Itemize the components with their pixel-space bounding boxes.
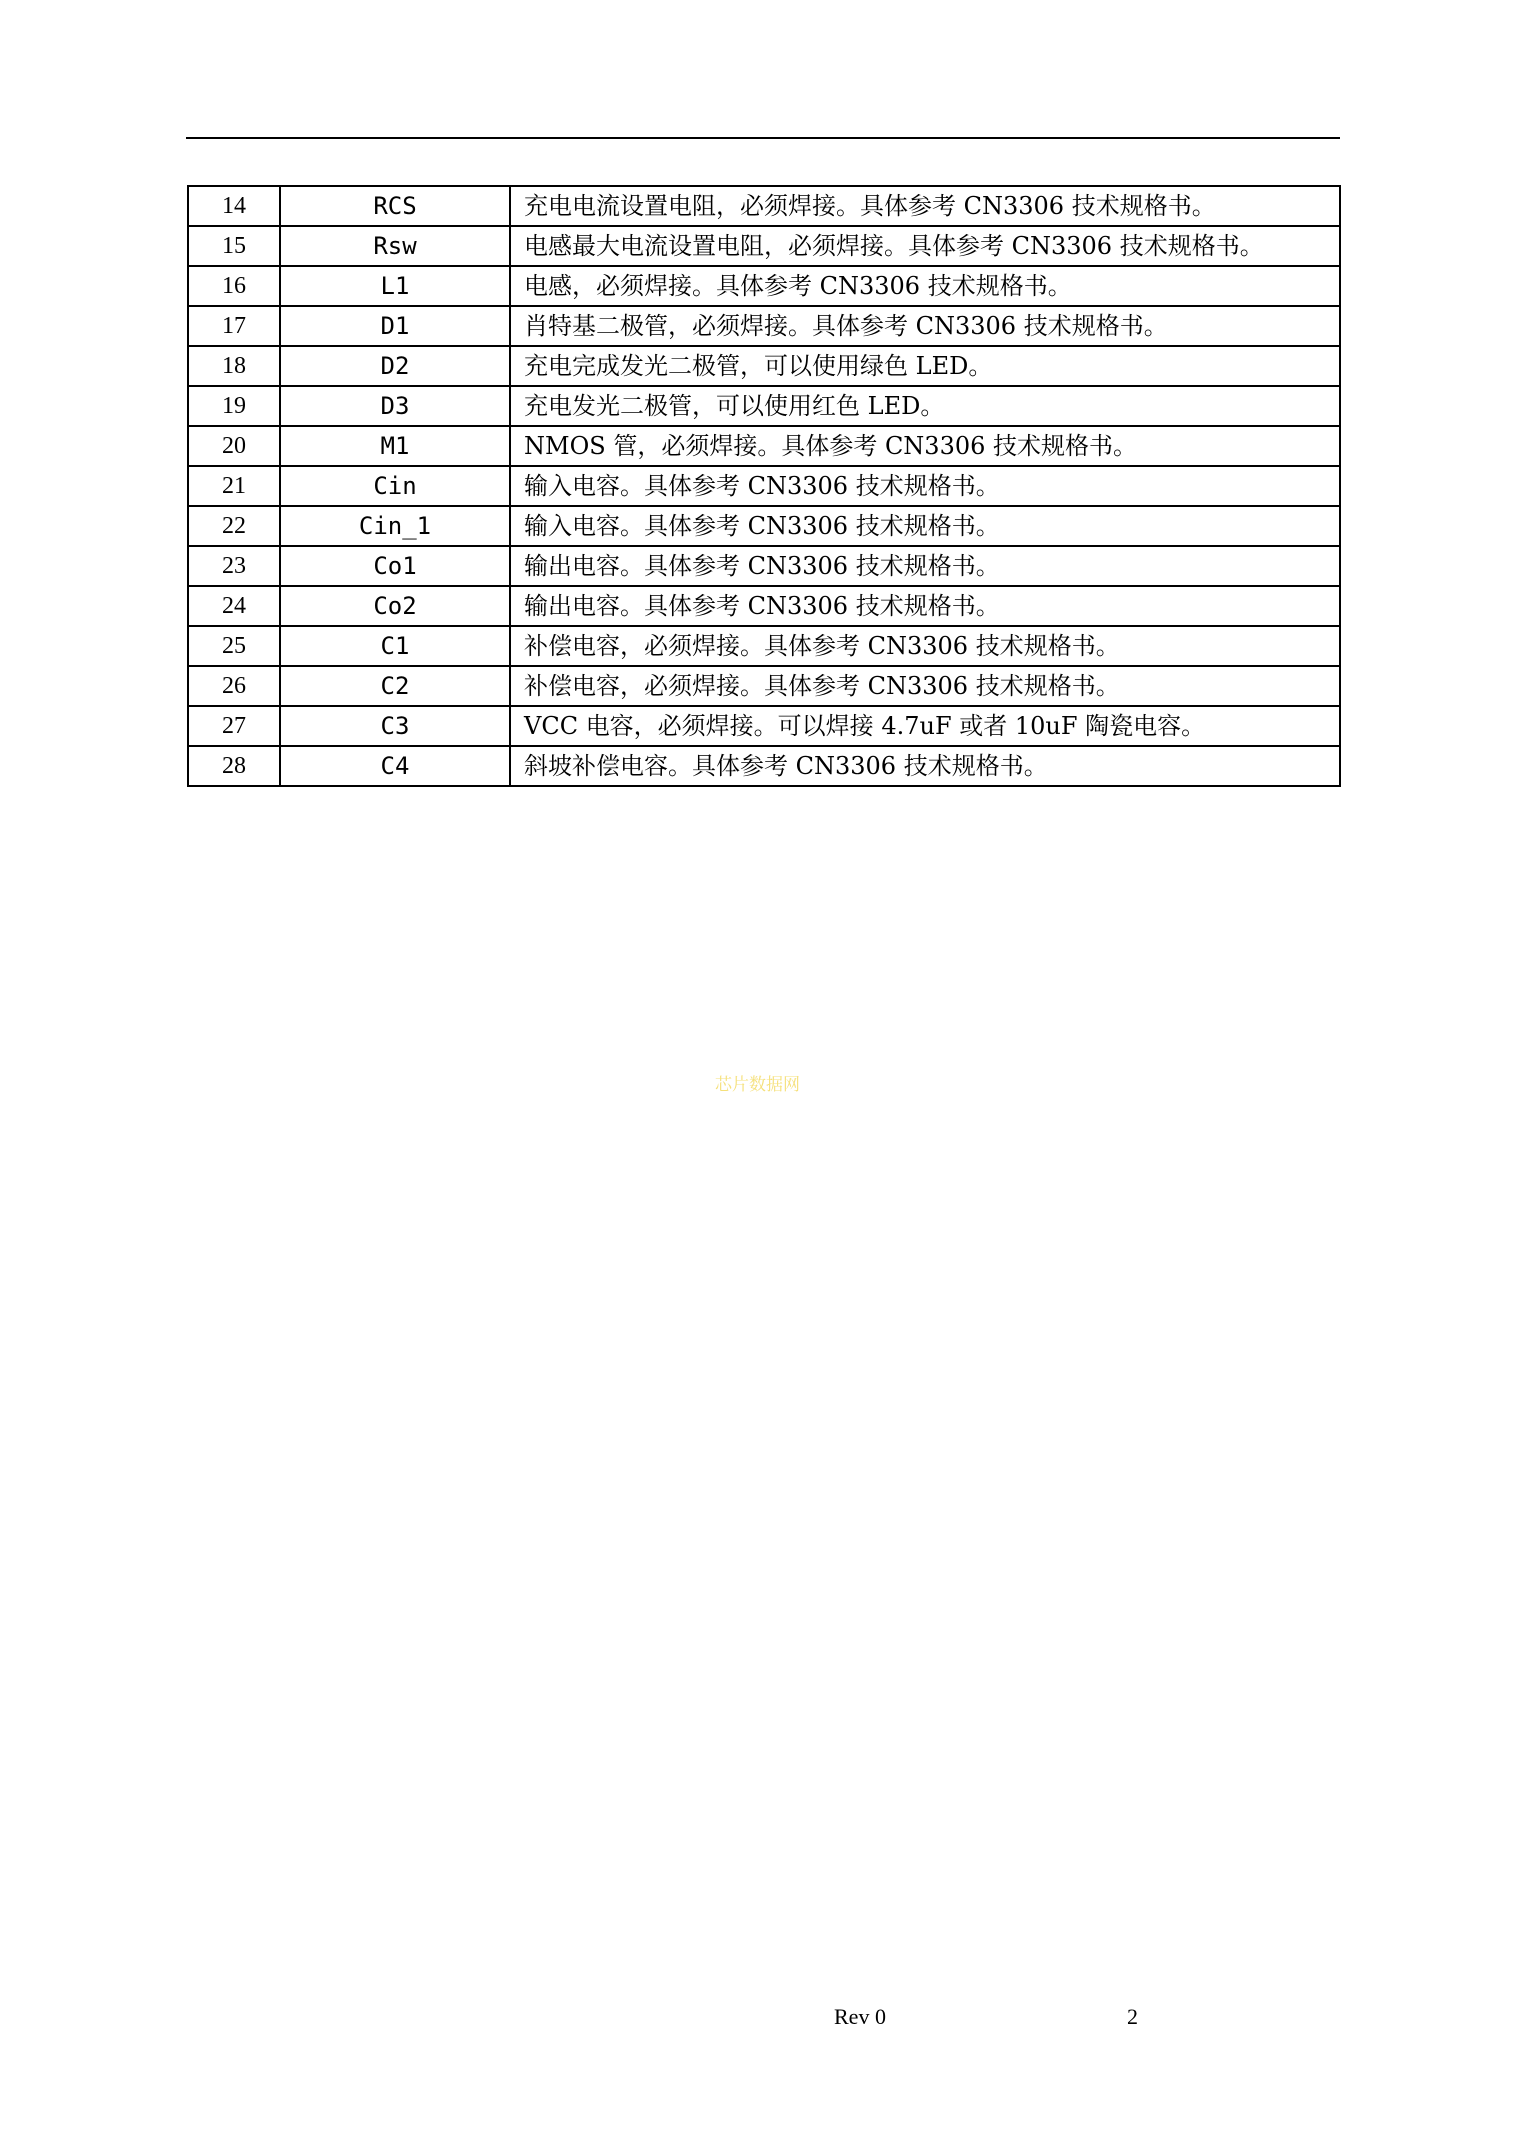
row-number: 19 <box>188 386 280 426</box>
row-number: 26 <box>188 666 280 706</box>
table-row <box>188 586 1340 626</box>
component-description: 补偿电容，必须焊接。具体参考 CN3306 技术规格书。 <box>510 666 1340 706</box>
component-ref: C2 <box>280 666 510 706</box>
parts-table <box>187 185 1341 787</box>
table-row <box>188 186 1340 226</box>
row-number: 21 <box>188 466 280 506</box>
table-row <box>188 386 1340 426</box>
component-ref: M1 <box>280 426 510 466</box>
table-row <box>188 626 1340 666</box>
component-ref: Co2 <box>280 586 510 626</box>
component-description: 输出电容。具体参考 CN3306 技术规格书。 <box>510 546 1340 586</box>
component-description: 输入电容。具体参考 CN3306 技术规格书。 <box>510 506 1340 546</box>
row-number: 27 <box>188 706 280 746</box>
component-ref: Cin_1 <box>280 506 510 546</box>
row-number: 24 <box>188 586 280 626</box>
component-description: 斜坡补偿电容。具体参考 CN3306 技术规格书。 <box>510 746 1340 786</box>
component-ref: Cin <box>280 466 510 506</box>
table-row <box>188 706 1340 746</box>
component-description: 充电电流设置电阻，必须焊接。具体参考 CN3306 技术规格书。 <box>510 186 1340 226</box>
component-description: 电感，必须焊接。具体参考 CN3306 技术规格书。 <box>510 266 1340 306</box>
table-row <box>188 426 1340 466</box>
table-row <box>188 506 1340 546</box>
row-number: 16 <box>188 266 280 306</box>
component-ref: RCS <box>280 186 510 226</box>
footer-page-number: 2 <box>1127 2004 1138 2029</box>
component-ref: D3 <box>280 386 510 426</box>
table-row <box>188 306 1340 346</box>
table-row <box>188 466 1340 506</box>
component-ref: C3 <box>280 706 510 746</box>
footer-revision: Rev 0 <box>834 2004 886 2029</box>
table-row <box>188 346 1340 386</box>
parts-table-body <box>188 186 1340 786</box>
row-number: 14 <box>188 186 280 226</box>
table-row <box>188 666 1340 706</box>
header-rule <box>186 137 1340 139</box>
table-row <box>188 266 1340 306</box>
component-ref: D2 <box>280 346 510 386</box>
component-description: VCC 电容，必须焊接。可以焊接 4.7uF 或者 10uF 陶瓷电容。 <box>510 706 1340 746</box>
component-description: 输入电容。具体参考 CN3306 技术规格书。 <box>510 466 1340 506</box>
row-number: 25 <box>188 626 280 666</box>
table-row <box>188 546 1340 586</box>
row-number: 23 <box>188 546 280 586</box>
row-number: 15 <box>188 226 280 266</box>
component-ref: L1 <box>280 266 510 306</box>
component-ref: C1 <box>280 626 510 666</box>
table-row <box>188 746 1340 786</box>
component-ref: C4 <box>280 746 510 786</box>
component-description: 电感最大电流设置电阻，必须焊接。具体参考 CN3306 技术规格书。 <box>510 226 1340 266</box>
watermark: 芯片数据网 <box>715 1075 800 1095</box>
component-description: 充电发光二极管，可以使用红色 LED。 <box>510 386 1340 426</box>
component-ref: D1 <box>280 306 510 346</box>
component-description: NMOS 管，必须焊接。具体参考 CN3306 技术规格书。 <box>510 426 1340 466</box>
component-description: 输出电容。具体参考 CN3306 技术规格书。 <box>510 586 1340 626</box>
row-number: 20 <box>188 426 280 466</box>
row-number: 22 <box>188 506 280 546</box>
row-number: 28 <box>188 746 280 786</box>
component-description: 补偿电容，必须焊接。具体参考 CN3306 技术规格书。 <box>510 626 1340 666</box>
row-number: 17 <box>188 306 280 346</box>
row-number: 18 <box>188 346 280 386</box>
component-ref: Rsw <box>280 226 510 266</box>
table-row <box>188 226 1340 266</box>
component-description: 充电完成发光二极管，可以使用绿色 LED。 <box>510 346 1340 386</box>
component-ref: Co1 <box>280 546 510 586</box>
component-description: 肖特基二极管，必须焊接。具体参考 CN3306 技术规格书。 <box>510 306 1340 346</box>
